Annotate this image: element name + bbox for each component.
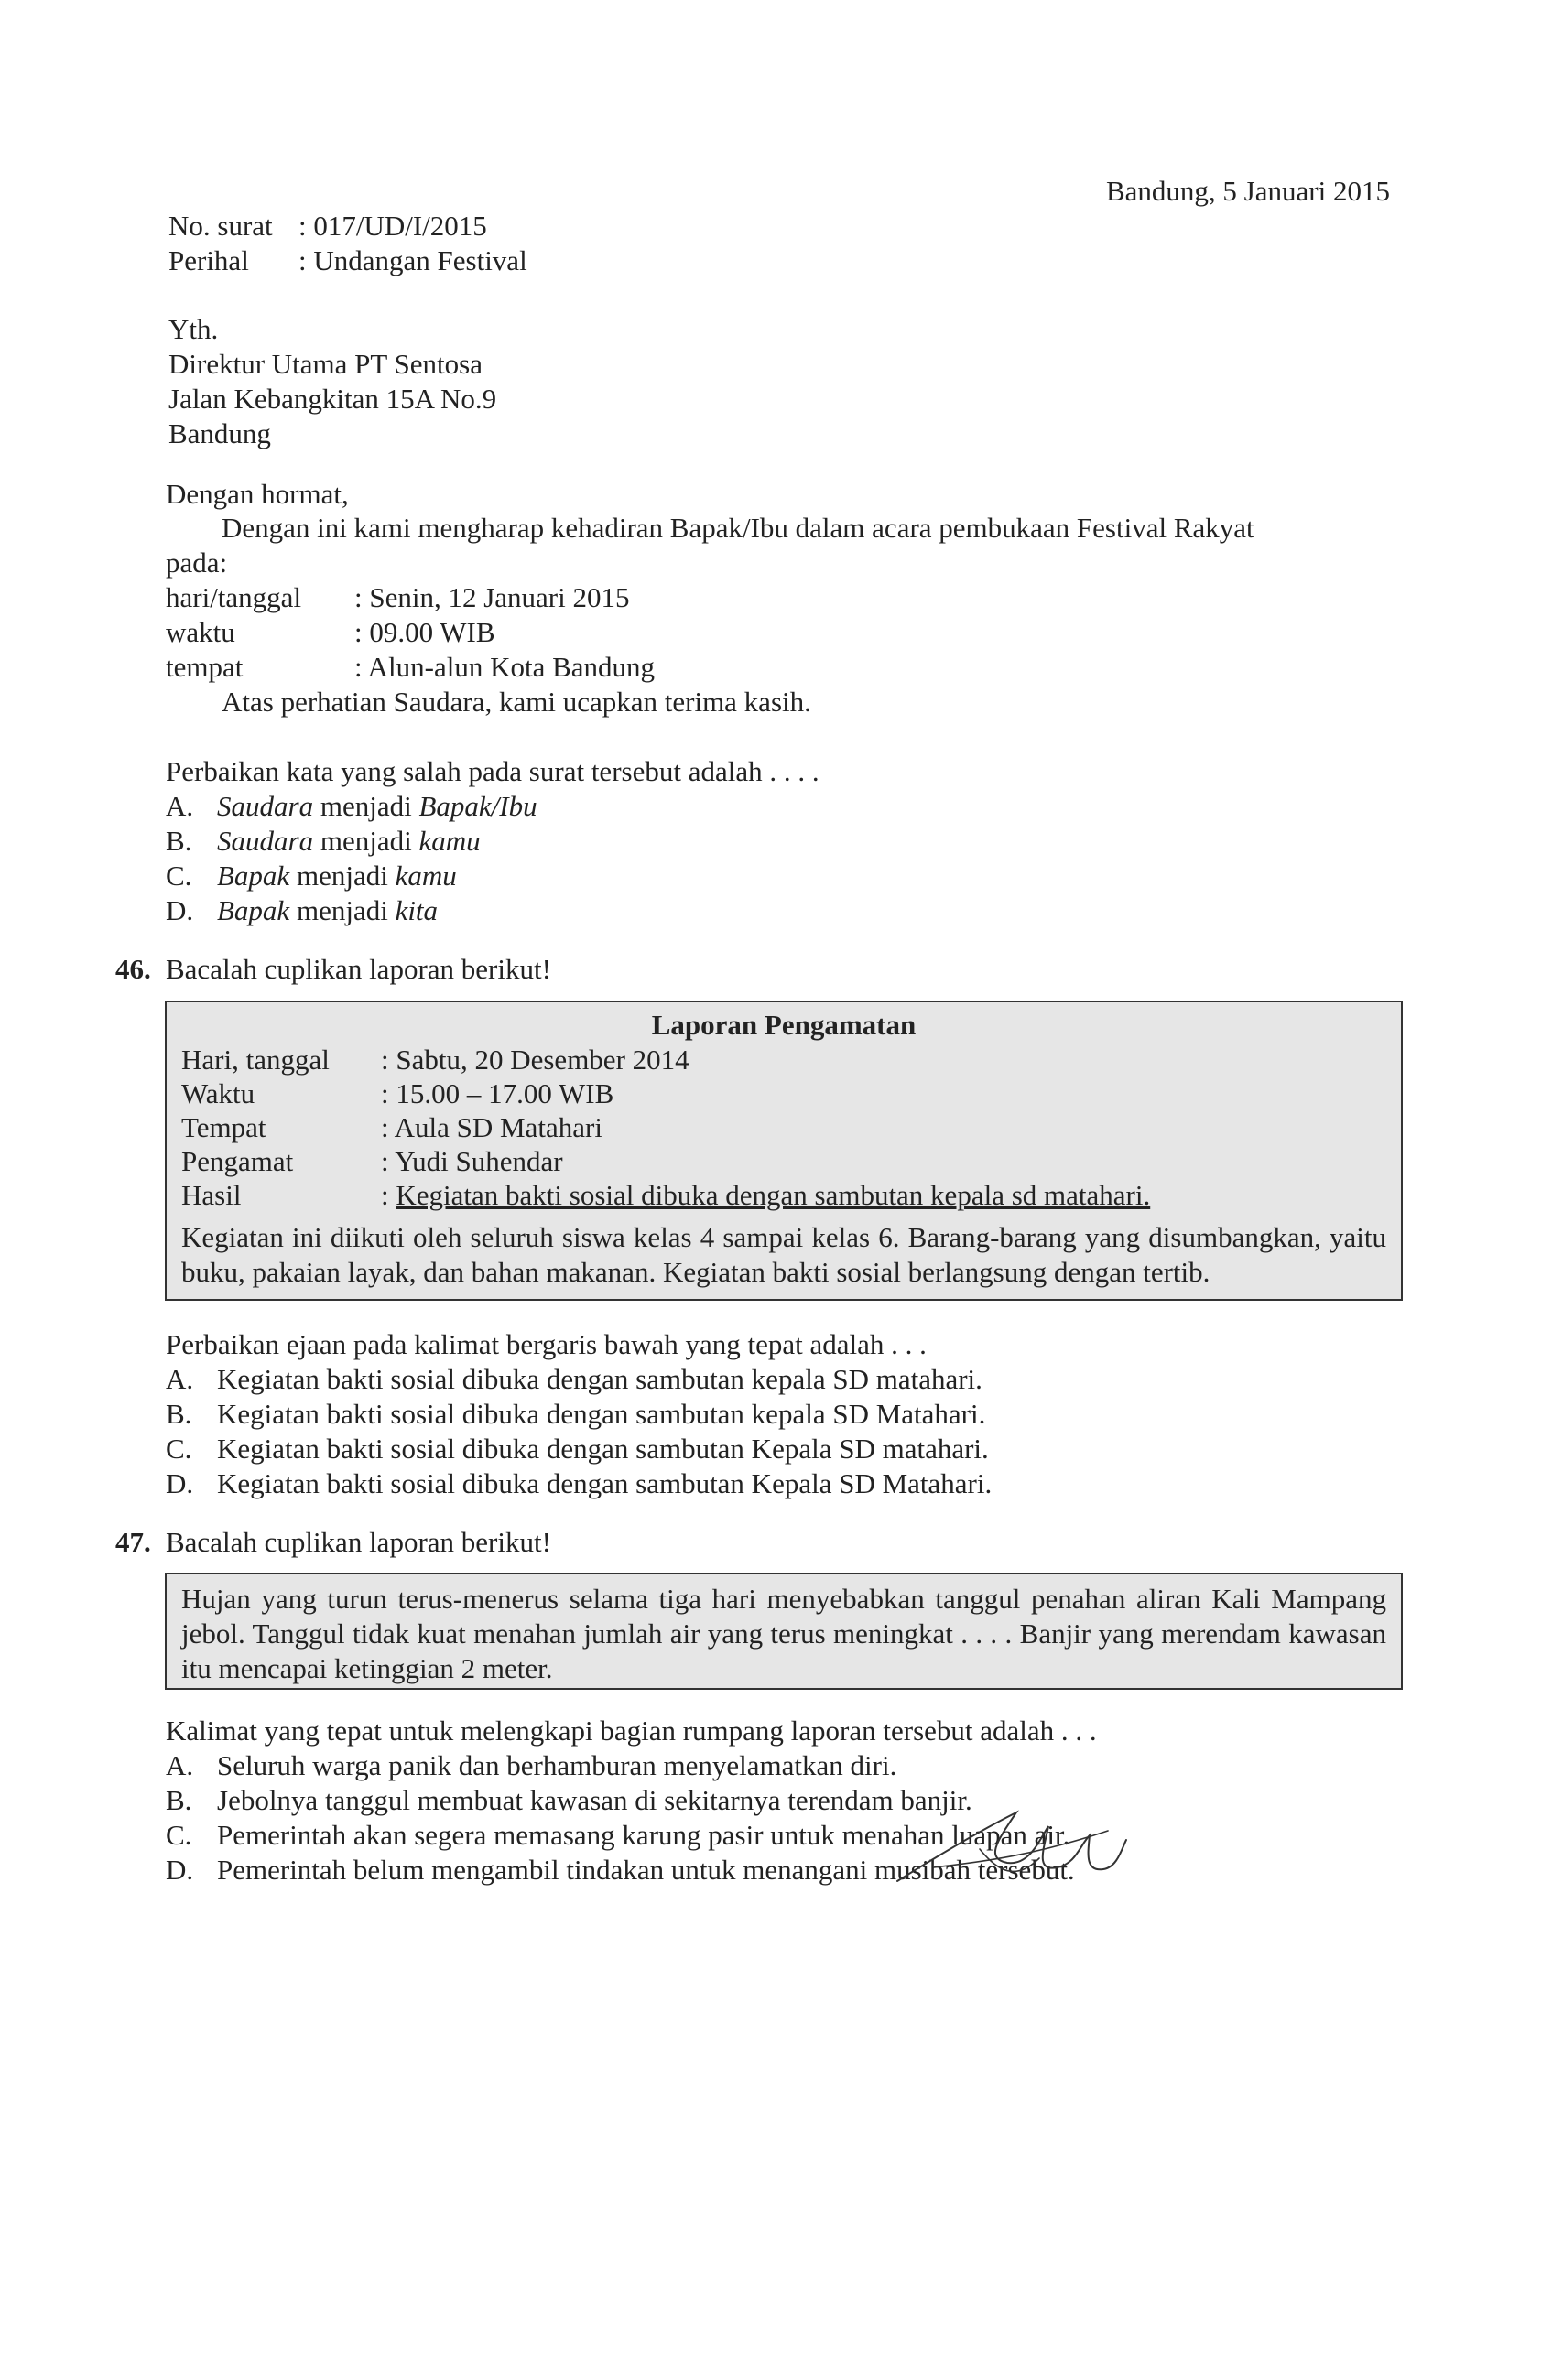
q46-option-c[interactable] <box>166 1432 989 1466</box>
option-text: Seluruh warga panik dan berhamburan menyelamatkan diri. <box>217 1749 897 1781</box>
perihal-value: : Undangan Festival <box>298 244 527 276</box>
option-letter: D. <box>166 1854 194 1886</box>
recipient-line: Jalan Kebangkitan 15A No.9 <box>168 383 497 415</box>
report-field-row <box>181 1110 602 1145</box>
field-value: : 15.00 – 17.00 WIB <box>381 1077 614 1109</box>
q45-option-a[interactable] <box>166 789 537 824</box>
option-letter: A. <box>166 1749 194 1781</box>
q46-prompt: Bacalah cuplikan laporan berikut! <box>166 953 551 985</box>
option-word: kamu <box>418 825 481 857</box>
option-text: Kegiatan bakti sosial dibuka dengan sambutan kepala SD Matahari. <box>217 1398 986 1430</box>
q46-option-d[interactable] <box>166 1466 992 1501</box>
q47-question: Kalimat yang tepat untuk melengkapi bagian rumpang laporan tersebut adalah . . . <box>166 1715 1097 1747</box>
letter-perihal <box>168 243 527 278</box>
hasil-label: Hasil <box>181 1179 242 1211</box>
q47-number: 47. <box>115 1526 151 1558</box>
q46-option-b[interactable] <box>166 1397 985 1432</box>
letter-salutation: Dengan hormat, <box>166 478 349 510</box>
report-field-row <box>181 1076 613 1111</box>
option-word: Saudara <box>217 790 314 822</box>
detail-label: tempat <box>166 651 244 683</box>
detail-value: : 09.00 WIB <box>354 616 495 648</box>
option-mid: menjadi <box>289 860 396 892</box>
q45-option-c[interactable] <box>166 859 457 893</box>
q47-report-box <box>165 1573 1403 1690</box>
option-text: Kegiatan bakti sosial dibuka dengan sambutan kepala SD matahari. <box>217 1363 982 1395</box>
field-label: Pengamat <box>181 1145 294 1177</box>
letter-place-date: Bandung, 5 Januari 2015 <box>1106 175 1390 207</box>
report-paragraph: Kegiatan ini diikuti oleh seluruh siswa kelas 4 sampai kelas 6. Barang-barang yang disumbangkan, yaitu buku, pakaian layak, dan bahan makanan. Kegiatan bakti sosial berlangsung dengan tertib. <box>181 1221 1386 1288</box>
q47-option-a[interactable] <box>166 1748 896 1783</box>
q46-report-box <box>165 1001 1403 1301</box>
perihal-label: Perihal <box>168 244 249 276</box>
q45-question: Perbaikan kata yang salah pada surat tersebut adalah . . . . <box>166 755 819 787</box>
detail-value: : Senin, 12 Januari 2015 <box>354 581 630 613</box>
detail-label: waktu <box>166 616 235 648</box>
hasil-underlined-sentence: Kegiatan bakti sosial dibuka dengan sambutan kepala sd matahari. <box>396 1179 1151 1211</box>
option-text: Kegiatan bakti sosial dibuka dengan sambutan Kepala SD Matahari. <box>217 1467 993 1499</box>
option-letter: B. <box>166 1398 192 1430</box>
detail-value: : Alun-alun Kota Bandung <box>354 651 656 683</box>
option-letter: D. <box>166 1467 194 1499</box>
option-letter: A. <box>166 1363 194 1395</box>
letter-body-line: Dengan ini kami mengharap kehadiran Bapak/Ibu dalam acara pembukaan Festival Rakyat <box>222 512 1254 544</box>
option-word: kita <box>395 894 439 926</box>
option-letter: B. <box>166 1784 192 1816</box>
option-word: Bapak <box>217 860 290 892</box>
q46-number: 46. <box>115 953 151 985</box>
field-label: Tempat <box>181 1111 266 1143</box>
field-value: : Sabtu, 20 Desember 2014 <box>381 1044 689 1076</box>
detail-label: hari/tanggal <box>166 581 302 613</box>
letter-body-line: pada: <box>166 546 228 579</box>
q47-option-b[interactable] <box>166 1783 972 1818</box>
field-label: Hari, tanggal <box>181 1044 330 1076</box>
option-text: Jebolnya tanggul membuat kawasan di sekitarnya terendam banjir. <box>217 1784 972 1816</box>
option-letter: C. <box>166 860 192 892</box>
letter-detail-row <box>166 615 495 650</box>
no-surat-value: : 017/UD/I/2015 <box>298 210 487 242</box>
option-letter: C. <box>166 1819 192 1851</box>
letter-closing: Atas perhatian Saudara, kami ucapkan terima kasih. <box>222 686 811 718</box>
q46-question: Perbaikan ejaan pada kalimat bergaris bawah yang tepat adalah . . . <box>166 1328 927 1360</box>
option-letter: B. <box>166 825 192 857</box>
q45-option-b[interactable] <box>166 824 481 859</box>
q47-prompt: Bacalah cuplikan laporan berikut! <box>166 1526 551 1558</box>
field-value: : Aula SD Matahari <box>381 1111 602 1143</box>
option-word: Bapak <box>217 894 290 926</box>
option-text: Kegiatan bakti sosial dibuka dengan sambutan Kepala SD matahari. <box>217 1433 989 1465</box>
recipient-line: Bandung <box>168 417 271 449</box>
signature-scribble <box>879 1794 1145 1895</box>
letter-no-surat <box>168 209 487 243</box>
q46-option-a[interactable] <box>166 1362 982 1397</box>
option-text: Pemerintah akan segera memasang karung pasir untuk menahan luapan air. <box>217 1819 1070 1851</box>
recipient-line: Direktur Utama PT Sentosa <box>168 348 483 380</box>
option-word: Saudara <box>217 825 314 857</box>
option-mid: menjadi <box>289 894 396 926</box>
letter-detail-row <box>166 650 655 685</box>
option-word: kamu <box>395 860 457 892</box>
option-mid: menjadi <box>313 790 419 822</box>
option-mid: menjadi <box>313 825 419 857</box>
option-text: Pemerintah belum mengambil tindakan untuk menangani musibah tersebut. <box>217 1854 1075 1886</box>
report-hasil-row <box>181 1178 1150 1213</box>
option-letter: C. <box>166 1433 192 1465</box>
hasil-colon: : <box>381 1179 396 1211</box>
letter-detail-row <box>166 580 630 615</box>
report-paragraph: Hujan yang turun terus-menerus selama tiga hari menyebabkan tanggul penahan aliran Kali Mampang jebol. Tanggul tidak kuat menahan jumlah air yang terus meningkat . . . . Banjir yang merendam kawasan itu mencapai ketinggian 2 meter. <box>181 1583 1386 1684</box>
report-field-row <box>181 1144 563 1179</box>
field-label: Waktu <box>181 1077 255 1109</box>
option-letter: A. <box>166 790 194 822</box>
field-value: : Yudi Suhendar <box>381 1145 563 1177</box>
report-field-row <box>181 1043 689 1077</box>
option-word: Bapak/Ibu <box>418 790 537 822</box>
option-letter: D. <box>166 894 194 926</box>
report-title: Laporan Pengamatan <box>651 1009 917 1041</box>
recipient-line: Yth. <box>168 313 219 345</box>
q45-option-d[interactable] <box>166 893 438 928</box>
no-surat-label: No. surat <box>168 210 273 242</box>
